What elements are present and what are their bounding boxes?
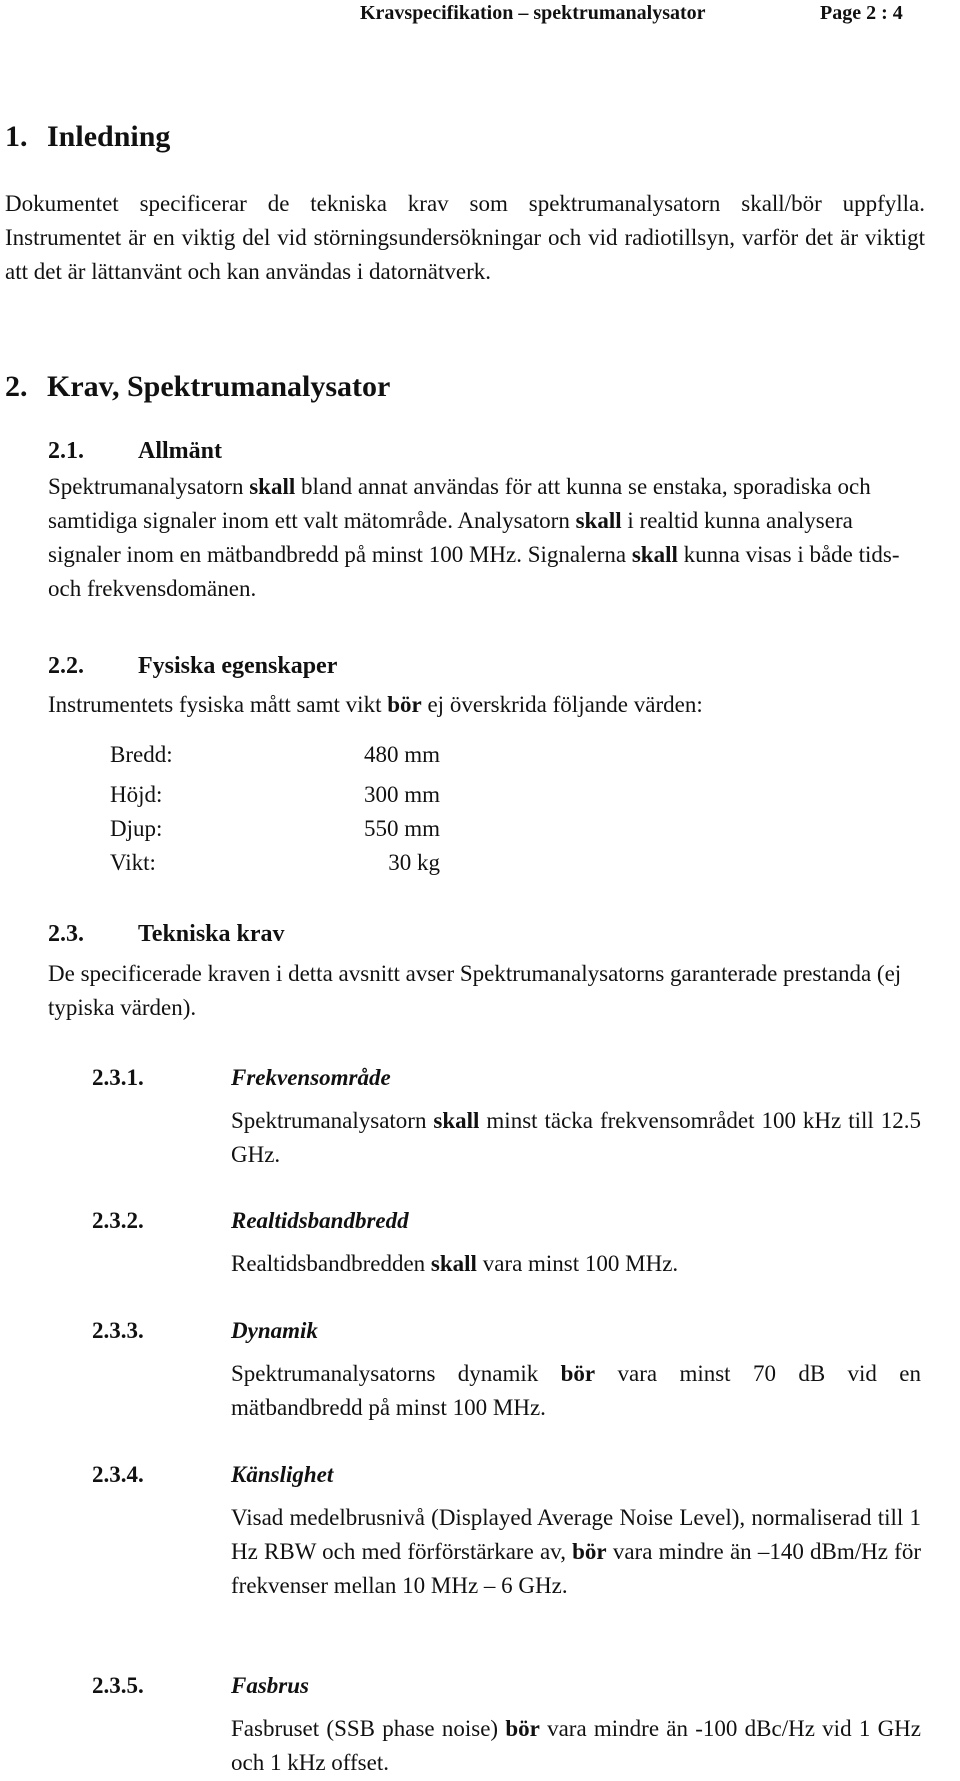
keyword-bor: bör [387, 692, 422, 717]
heading-tekniska-krav [48, 921, 285, 948]
paragraph-fasbrus [231, 1712, 921, 1780]
paragraph-inledning: Dokumentet specificerar de tekniska krav som spektrumanalysatorn skall/bör uppfylla. Instrumentet är en viktig del vid störningsundersökningar och vid radiotillsyn, varför det är viktigt att det är lättanvänt och kan användas i datornätverk. [5, 191, 925, 284]
heading-dynamik: Dynamik [231, 1318, 318, 1343]
paragraph-kanslighet [231, 1501, 921, 1603]
heading-allmant [48, 438, 222, 465]
heading-title: Fysiska egenskaper [138, 653, 338, 679]
text-run: vara minst 100 MHz. [476, 1251, 679, 1276]
paragraph-dynamik [231, 1357, 921, 1425]
keyword-skall: skall [575, 508, 622, 533]
heading-number-fasbrus: 2.3.5. [92, 1673, 144, 1698]
heading-title: Inledning [47, 120, 171, 153]
paragraph-allmant [48, 470, 928, 606]
text-run: minst täcka frekvensområdet 100 kHz till 12.5 GHz. [231, 1108, 921, 1167]
dimension-label: Vikt: [110, 850, 156, 875]
dimension-value: 480 mm [363, 742, 440, 767]
text-run: Visad medelbrusnivå (Displayed Average Noise Level), normaliserad till 1 Hz RBW och med förförstärkare av, [231, 1505, 921, 1564]
text-run: kunna visas i både tids- och frekvensdomänen. [48, 542, 900, 601]
page-header [0, 0, 960, 30]
text-run: vara mindre än -100 dBc/Hz vid 1 GHz och 1 kHz offset. [231, 1716, 921, 1775]
text-run: Spektrumanalysatorn [48, 474, 250, 499]
heading-krav-spektrumanalysator [5, 370, 390, 404]
paragraph-tekniska-krav: De specificerade kraven i detta avsnitt avser Spektrumanalysatorns garanterade prestanda (ej typiska värden). [48, 961, 902, 1020]
keyword-skall: skall [430, 1251, 477, 1276]
keyword-skall: skall [249, 474, 296, 499]
heading-title: Allmänt [138, 438, 222, 464]
keyword-bor: bör [560, 1361, 596, 1386]
text-run: ej överskrida följande värden: [421, 692, 703, 717]
text-run: Spektrumanalysatorns dynamik [231, 1361, 561, 1386]
text-run: vara mindre än –140 dBm/Hz för frekvenser mellan 10 MHz – 6 GHz. [231, 1539, 921, 1598]
heading-number-frekvensomrade: 2.3.1. [92, 1065, 144, 1090]
heading-number-dynamik: 2.3.3. [92, 1318, 144, 1343]
text-run: vara minst 70 dB vid en mätbandbredd på minst 100 MHz. [231, 1361, 921, 1420]
heading-title: Krav, Spektrumanalysator [47, 370, 391, 403]
heading-number: 2.2. [48, 653, 84, 679]
heading-fysiska-egenskaper [48, 653, 337, 680]
dimension-label: Höjd: [110, 782, 163, 807]
text-run: Instrumentets fysiska mått samt vikt [48, 692, 388, 717]
keyword-bor: bör [505, 1716, 540, 1741]
keyword-bor: bör [572, 1539, 607, 1564]
dimension-value: 30 kg [388, 850, 440, 875]
keyword-skall: skall [631, 542, 678, 567]
paragraph-fysiska-egenskaper [48, 688, 928, 722]
heading-number: 1. [5, 120, 28, 153]
dimension-value: 550 mm [363, 816, 440, 841]
heading-title: Tekniska krav [138, 921, 285, 947]
text-run: Realtidsbandbredden [231, 1251, 431, 1276]
page-number: Page 2 : 4 [820, 2, 903, 24]
heading-realtidsbandbredd: Realtidsbandbredd [231, 1208, 409, 1233]
paragraph-realtidsbandbredd [231, 1247, 921, 1281]
heading-frekvensomrade: Frekvensområde [231, 1065, 391, 1090]
heading-number: 2.1. [48, 438, 84, 464]
heading-number: 2. [5, 370, 28, 403]
text-run: bland annat användas för att kunna se enstaka, sporadiska och samtidiga signaler inom ett valt mätområde. Analysatorn [48, 474, 871, 533]
heading-kanslighet: Känslighet [231, 1462, 334, 1487]
document-title: Kravspecifikation – spektrumanalysator [360, 2, 706, 24]
dimension-label: Djup: [110, 816, 163, 841]
heading-number-realtidsbandbredd: 2.3.2. [92, 1208, 144, 1233]
text-run: i realtid kunna analysera signaler inom en mätbandbredd på minst 100 MHz. Signalerna [48, 508, 853, 567]
dimension-value: 300 mm [363, 782, 440, 807]
text-run: Spektrumanalysatorn [231, 1108, 434, 1133]
keyword-skall: skall [433, 1108, 480, 1133]
dimension-label: Bredd: [110, 742, 173, 767]
heading-number: 2.3. [48, 921, 84, 947]
text-run: Fasbruset (SSB phase noise) [231, 1716, 506, 1741]
paragraph-frekvensomrade [231, 1104, 921, 1172]
heading-fasbrus: Fasbrus [231, 1673, 309, 1698]
heading-inledning [5, 120, 170, 154]
heading-number-kanslighet: 2.3.4. [92, 1462, 144, 1487]
